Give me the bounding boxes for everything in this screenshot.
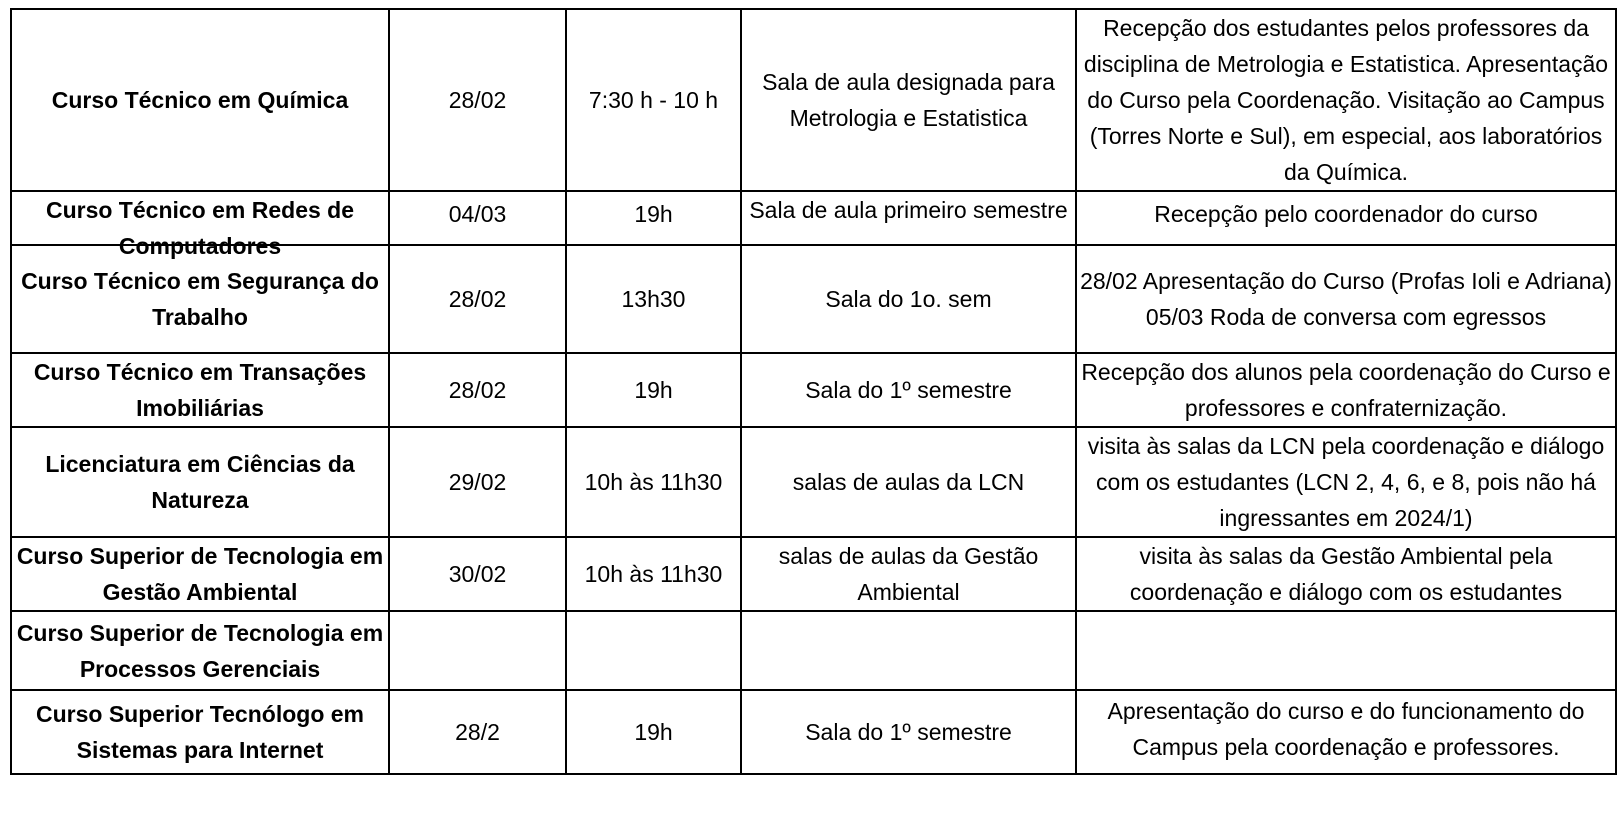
time-cell: 7:30 h - 10 h: [566, 9, 741, 191]
course-cell: Curso Superior de Tecnologia em Processos Gerenciais: [11, 611, 389, 690]
time-cell: 13h30: [566, 245, 741, 353]
place-cell: salas de aulas da LCN: [741, 427, 1076, 537]
date-cell: 28/2: [389, 690, 566, 774]
date-cell: 29/02: [389, 427, 566, 537]
time-cell: 19h: [566, 690, 741, 774]
place-cell: Sala de aula designada para Metrologia e Estatistica: [741, 9, 1076, 191]
place-cell: Sala do 1º semestre: [741, 353, 1076, 427]
table-row: [11, 690, 1616, 774]
course-cell: Curso Técnico em Redes de Computadores: [45, 197, 355, 259]
course-cell: Licenciatura em Ciências da Natureza: [11, 427, 389, 537]
activity-cell: Recepção dos alunos pela coordenação do Curso e professores e confraternização.: [1076, 353, 1616, 427]
place-cell: Sala do 1o. sem: [741, 245, 1076, 353]
time-cell: 19h: [634, 201, 673, 227]
table-row: [11, 9, 1616, 191]
activity-cell: Recepção pelo coordenador do curso: [1154, 201, 1538, 227]
activity-cell: visita às salas da LCN pela coordenação e diálogo com os estudantes (LCN 2, 4, 6, e 8, pois não há ingressantes em 2024/1): [1076, 427, 1616, 537]
time-cell: 10h às 11h30: [566, 427, 741, 537]
activity-line-2: 05/03 Roda de conversa com egressos: [1145, 304, 1547, 330]
table-row: [11, 427, 1616, 537]
activity-cell: Recepção dos estudantes pelos professores da disciplina de Metrologia e Estatistica. Apresentação do Curso pela Coordenação. Visitação ao Campus (Torres Norte e Sul), em especial, aos laboratórios da Química.: [1076, 9, 1616, 191]
table-row: [11, 353, 1616, 427]
time-cell: [566, 611, 741, 690]
place-cell: Sala do 1º semestre: [741, 690, 1076, 774]
course-cell: Curso Técnico em Segurança do Trabalho: [11, 245, 389, 353]
time-cell: 19h: [566, 353, 741, 427]
date-cell: 28/02: [389, 353, 566, 427]
table-row: [11, 191, 1616, 245]
activity-cell: visita às salas da Gestão Ambiental pela coordenação e diálogo com os estudantes: [1076, 537, 1616, 611]
table-row: [11, 611, 1616, 690]
date-cell: 04/03: [448, 201, 507, 227]
date-cell: 30/02: [389, 537, 566, 611]
activity-cell: [1076, 245, 1616, 353]
activity-cell: Apresentação do curso e do funcionamento do Campus pela coordenação e professores.: [1107, 698, 1585, 760]
place-cell: salas de aulas da Gestão Ambiental: [741, 537, 1076, 611]
place-cell: Sala de aula primeiro semestre: [749, 197, 1068, 223]
place-cell: [741, 611, 1076, 690]
course-cell: Curso Técnico em Transações Imobiliárias: [11, 353, 389, 427]
schedule-table: [10, 8, 1617, 775]
course-cell: Curso Técnico em Química: [11, 9, 389, 191]
time-cell: 10h às 11h30: [566, 537, 741, 611]
date-cell: 28/02: [389, 245, 566, 353]
table-row: [11, 537, 1616, 611]
course-cell: Curso Superior Tecnólogo em Sistemas para Internet: [11, 690, 389, 774]
activity-cell: [1076, 611, 1616, 690]
date-cell: [389, 611, 566, 690]
course-cell: Curso Superior de Tecnologia em Gestão Ambiental: [11, 537, 389, 611]
date-cell: 28/02: [389, 9, 566, 191]
activity-line-1: 28/02 Apresentação do Curso (Profas Ioli e Adriana): [1080, 268, 1612, 294]
